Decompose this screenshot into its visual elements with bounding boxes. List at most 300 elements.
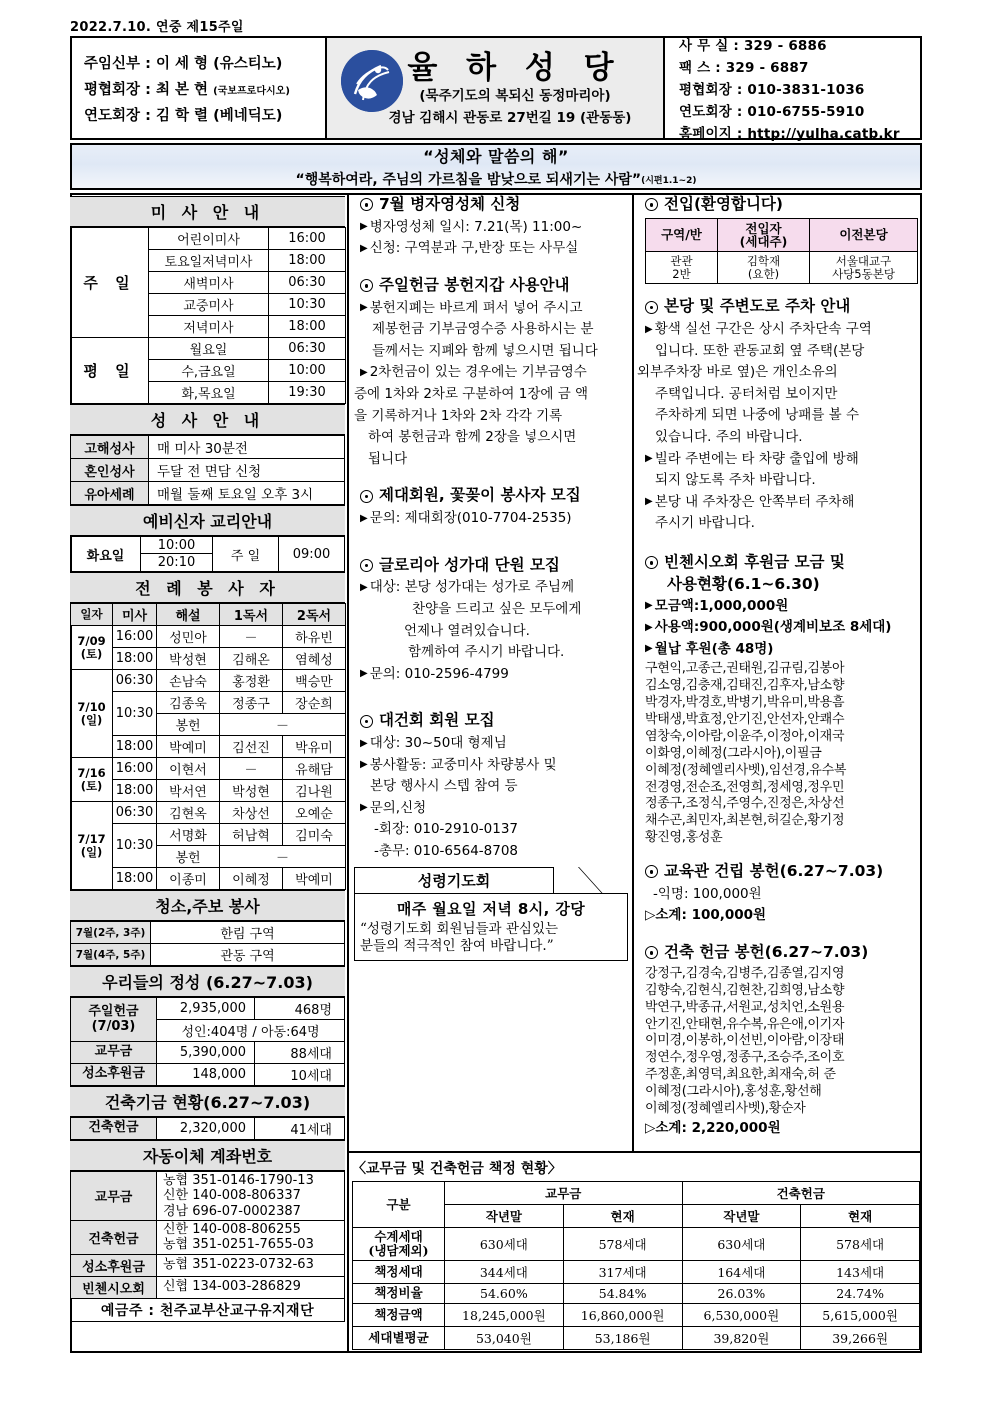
donor-line: 박연구,박종규,서원교,성치언,소원용 [645,999,845,1015]
table-row [71,1064,345,1086]
table-header-row [71,604,346,626]
cell-value: 54.60% [445,1283,564,1303]
donor-line: 김소영,김충재,김태진,김후자,남소향 [645,678,845,694]
bullseye-icon [645,556,658,569]
article-line [645,618,920,638]
line-text: 본당 행사시 스텝 참여 등 [370,778,518,795]
cell-value: 578세대 [801,1228,920,1261]
left-column [70,196,345,1322]
liturgy-reading2: 오예순 [283,802,346,824]
donor-line: 정종구,조정식,주영수,진정은,차상선 [645,796,845,812]
article-line [360,756,624,776]
staff-baptismal-name: (국보프로다시오) [213,85,290,97]
liturgy-mass: 18:00 [113,648,157,670]
catechumen-time-2: 09:00 [279,537,345,572]
church-logo-icon [341,50,403,112]
line-text: 월납 후원(총 48명) [654,640,774,657]
line-text: 대상: 30~50대 형제님 [369,735,507,752]
finance-caption: 〈교무금 및 건축헌금 책정 현황〉 [352,1161,562,1177]
account-owner: 예금주 : 천주교부산교구유지재단 [71,1298,345,1321]
liturgy-reading1: － [220,626,283,648]
sunday-offering-detail: 성인:404명 / 아동:64명 [157,1020,345,1042]
homepage-link[interactable]: http://yulha.catb.kr [747,126,900,142]
line-text: 본당 내 주차장은 안쪽부터 주차해 [654,493,855,510]
row-label: 책정금액 [353,1303,445,1326]
article-line [655,406,920,426]
theme-citation: (시편1.1~2) [641,176,697,186]
donor-line: 황진영,홍성훈 [645,830,723,846]
liturgy-commentator: 손남숙 [157,670,220,692]
liturgy-offering-label: 봉헌 [157,846,220,868]
offering-label: 성소후원금 [71,1064,157,1086]
article-line [360,799,624,819]
bullseye-icon [360,279,373,292]
line-text: -익명: 100,000원 [653,885,762,902]
account-line: 신한 140-008-806337 [163,1188,301,1204]
cell-value: 630세대 [682,1228,801,1261]
article-line [645,597,920,617]
article-title-row [360,277,624,295]
article-title-row [645,196,918,214]
liturgy-reading2: 유해담 [283,758,346,780]
liturgy-reading2: 김미숙 [283,824,346,846]
spacer [352,686,630,712]
church-name: 율 하 성 당 [407,49,623,86]
offering-amount: 148,000 [157,1064,255,1086]
bullseye-icon [360,198,373,211]
donor-line: 이혜정(정혜엘리사벳),임선경,유수복 [645,762,847,778]
table-row [353,1326,920,1349]
staff-value: 이 세 형 (유스티노) [155,55,283,72]
triangle-bullet-icon: ▶ [645,453,653,465]
article-line [360,734,624,754]
triangle-bullet-icon: ▶ [360,759,368,771]
holy-spirit-prayer-box [354,867,628,961]
col-group-building-offering: 건축헌금 [682,1182,920,1205]
liturgy-mass: 18:00 [113,868,157,890]
liturgy-reading1: 차상선 [220,802,283,824]
article-line [360,665,624,685]
bullseye-icon [360,559,373,572]
article-title-line2: 사용현황(6.1~6.30) [667,574,820,593]
donor-line: 이미경,이봉하,이선빈,이아람,이장태 [645,1033,845,1049]
liturgy-heading: 전 례 봉 사 자 [70,572,345,603]
article-line [655,385,920,405]
triangle-bullet-icon: ▶ [360,668,368,680]
line-text: 문의,신청 [369,799,427,816]
accounts-table [70,1171,345,1322]
table-row [71,436,345,459]
sacrament-value: 매월 둘째 토요일 오후 3시 [149,482,345,505]
line-text: 신청: 구역분과 구,반장 또는 사무실 [369,240,579,257]
article-line [360,218,624,238]
article-title-row [360,557,624,575]
article-line [360,320,624,340]
masthead-staff [72,38,327,138]
article-line [374,820,624,840]
table-row [353,1283,920,1303]
article-altar-flower-volunteers [352,487,630,528]
col-previous-parish: 이전본당 [810,218,918,251]
article-line [368,450,624,470]
catechumen-day-1: 화요일 [71,537,141,572]
article-title-row [645,863,920,881]
donor-line: 이혜정(그라시아),홍성훈,황선해 [645,1084,822,1100]
contact-label: 평협회장 : [679,82,743,98]
row-label: 수계세대 (냉담제외) [353,1228,445,1261]
prayer-box-body [354,893,628,961]
table-row [71,1042,345,1064]
article-line [360,578,624,598]
article-line [655,514,920,534]
offering-count: 88세대 [255,1042,345,1064]
cell-value: 53,186원 [563,1326,682,1349]
article-title-row [645,944,920,962]
line-text: 됩니다 [368,450,408,467]
church-patron: (묵주기도의 복되신 동정마리아) [419,88,611,105]
donor-line: 김향숙,김현식,김현찬,김희영,남소향 [645,982,845,998]
donor-line: 박경자,박경호,박병기,박유미,박용흠 [645,695,845,711]
table-row [71,692,346,714]
catechumen-day-2: 주 일 [213,537,279,572]
offerings-heading: 우리들의 정성 (6.27~7.03) [70,966,345,997]
line-text: 빌라 주변에는 타 차량 출입에 방해 [654,450,859,467]
triangle-bullet-icon: ▶ [360,737,368,749]
account-numbers [157,1172,345,1221]
line-text: 봉헌지폐는 바르게 펴서 넣어 주시고 [369,299,583,316]
cell-value: 6,530,000원 [682,1303,801,1326]
table-row [71,1172,345,1221]
table-row [353,1303,920,1326]
liturgy-reading1: 홍정환 [220,670,283,692]
finance-table [352,1181,920,1350]
table-row [71,1118,345,1140]
bullseye-icon [360,715,373,728]
liturgy-commentator: 이현서 [157,758,220,780]
catechumen-time-evening: 20:10 [157,555,196,570]
article-title: 제대회원, 꽃꽂이 봉사자 모집 [379,486,581,505]
mass-time: 10:00 [269,360,346,382]
cell-value: 630세대 [445,1228,564,1261]
triangle-bullet-icon: ▶ [645,621,653,633]
cell-value: 578세대 [563,1228,682,1261]
contact-value: 329 - 6886 [743,38,827,54]
mass-time: 16:00 [269,228,346,250]
contact-row [679,100,914,120]
row-label: 세대별평균 [353,1326,445,1349]
line-text: 2차헌금이 있는 경우에는 기부금영수 [369,364,587,381]
liturgy-commentator: 서명화 [157,824,220,846]
account-label: 건축헌금 [71,1220,157,1254]
mass-name: 교중미사 [149,294,269,316]
contact-label: 홈페이지 : [679,126,743,142]
bullseye-icon [645,865,658,878]
article-line [368,428,624,448]
table-row [71,1254,345,1276]
sacraments-table [70,435,345,505]
article-line [408,643,624,663]
cell-value: 39,266원 [801,1326,920,1349]
triangle-bullet-icon: ▶ [360,221,368,233]
table-row [71,482,345,505]
account-line: 농협 351-0146-1790-13 [163,1173,314,1188]
line-text: 들께서는 지폐와 함께 넣으시면 됩니다 [372,342,598,359]
line-text: 함께하여 주시기 바랍니다. [408,644,565,661]
contact-label: 연도회장 : [679,104,743,120]
contact-value: 329 - 6887 [725,60,809,76]
building-fund-amount: 2,320,000 [157,1118,255,1140]
line-text: 주택입니다. 공터처럼 보이지만 [655,385,838,402]
col-last-year-end: 작년말 [445,1205,564,1228]
table-row [71,736,346,758]
cleaning-district: 관동 구역 [151,944,345,966]
article-line [645,493,920,513]
liturgy-mass: 18:00 [113,780,157,802]
account-label: 교무금 [71,1172,157,1221]
staff-label: 주임신부 [84,55,141,72]
sacrament-label: 혼인성사 [71,459,149,482]
cleaning-period: 7월(4주, 5주) [71,944,151,966]
account-numbers [157,1276,345,1298]
prayer-box-quote-line-1: “성령기도회 회원님들과 관심있는 [360,921,559,938]
table-row [71,228,346,250]
liturgy-commentator: 박예미 [157,736,220,758]
bullseye-icon [645,946,658,959]
liturgy-date: 7/10 (일) [71,670,113,758]
mass-day-sunday: 주 일 [71,228,149,338]
col-current: 현재 [801,1205,920,1228]
triangle-bullet-icon: ▶ [645,496,653,508]
liturgy-reading2: 백승만 [283,670,346,692]
liturgy-mass: 06:30 [113,802,157,824]
table-row [71,338,346,360]
article-title-row [645,554,920,572]
line-text: 되지 않도록 주차 바랍니다. [655,472,816,489]
line-text: 병자영성체 일시: 7.21(목) 11:00~ [369,218,583,235]
donor-line: 안기진,안태현,유수복,유은애,이기자 [645,1016,845,1032]
article-title: 대건회 회원 모집 [379,711,495,730]
staff-label: 연도회장 [84,107,141,124]
triangle-bullet-icon: ▶ [360,512,368,524]
cell-value: 5,615,000원 [801,1303,920,1326]
sunday-offering-label: 주일헌금 (7/03) [71,998,157,1042]
masthead-church [327,38,665,138]
mass-time: 10:30 [269,294,346,316]
contact-row [679,34,914,54]
article-title: 본당 및 주변도로 주차 안내 [664,297,851,316]
article-line [412,600,624,620]
prayer-box-quote-line-2: 분들의 적극적인 참여 바랍니다.” [360,938,554,955]
offering-amount: 5,390,000 [157,1042,255,1064]
mass-time: 19:30 [269,382,346,404]
table-row [71,758,346,780]
mass-name: 수,금요일 [149,360,269,382]
contact-label: 팩 스 : [679,60,721,76]
liturgy-commentator: 김현옥 [157,802,220,824]
mass-time: 06:30 [269,338,346,360]
liturgy-mass: 16:00 [113,758,157,780]
cell-value: 18,245,000원 [445,1303,564,1326]
donor-line: 이혜정(정혜엘리사벳),황순자 [645,1100,806,1116]
triangle-bullet-icon: ▶ [360,581,368,593]
mass-time: 18:00 [269,250,346,272]
article-title: 7월 병자영성체 신청 [379,195,521,213]
line-text: 제봉헌금 기부금영수증 사용하시는 분 [372,321,594,338]
sunday-offering-count: 468명 [255,998,345,1020]
mass-name: 월요일 [149,338,269,360]
line-text: 문의: 010-2596-4799 [369,665,509,682]
line-text: 사용액:900,000원(생계비보조 8세대) [654,619,892,636]
bullseye-icon [645,301,658,314]
table-row [71,670,346,692]
construction-fund-subtotal: ▷소계: 2,220,000원 [645,1119,781,1136]
construction-donor-list [645,966,920,1118]
col-current: 현재 [563,1205,682,1228]
row-label: 책정비율 [353,1283,445,1303]
mass-time: 06:30 [269,272,346,294]
bullseye-icon [645,198,658,211]
mass-name: 저녁미사 [149,316,269,338]
spacer [352,261,630,277]
table-row [71,802,346,824]
table-row [71,780,346,802]
account-numbers [157,1220,345,1254]
cell-value: 143세대 [801,1260,920,1283]
col-group-parish-dues: 교무금 [445,1182,683,1205]
article-line [645,320,920,340]
triangle-bullet-icon: ▶ [645,643,653,655]
prayer-box-when: 매주 월요일 저녁 8시, 강당 [396,900,586,919]
liturgy-reading2: 박예미 [283,868,346,890]
liturgy-reading1: 김선진 [220,736,283,758]
liturgy-offering-label: 봉헌 [157,714,220,736]
article-line [637,363,920,383]
building-fund-table [70,1117,345,1140]
contact-row [679,122,914,142]
mass-name: 토요일저녁미사 [149,250,269,272]
spacer [352,471,630,487]
education-fund-subtotal: ▷소계: 100,000원 [645,907,767,924]
liturgy-reading2: 하유빈 [283,626,346,648]
line-text: 을 기록하거나 1차와 2차 각각 기록 [354,407,563,424]
building-fund-label: 건축헌금 [71,1118,157,1140]
cleaning-district: 한림 구역 [151,922,345,944]
offering-label: 교무금 [71,1042,157,1064]
mass-schedule-heading: 미 사 안 내 [70,196,345,227]
line-text: -회장: 010-2910-0137 [374,821,519,838]
col-commentator: 해설 [157,604,220,626]
article-title: 빈첸시오회 후원금 모금 및 [664,552,845,571]
article-line [360,342,624,362]
liturgy-commentator: 박서연 [157,780,220,802]
line-text: 대상: 본당 성가대는 성가로 주님께 [369,579,574,596]
article-parking [637,298,922,533]
mass-time: 18:00 [269,316,346,338]
col-category: 구분 [353,1182,445,1228]
staff-value: 최 본 현 [155,81,209,98]
liturgy-reading2: 염혜성 [283,648,346,670]
line-text: 증에 1차와 2차로 구분하여 1장에 금 액 [354,386,589,402]
catechumen-table [70,536,345,572]
mass-day-weekday: 평 일 [71,338,149,404]
theme-verse: “행복하여라, 주님의 가르침을 밤낮으로 되새기는 사람” [295,172,642,188]
date-line: 2022.7.10. 연중 제15주일 [70,20,244,35]
spacer [352,531,630,557]
transfer-district: 관관 2반 [646,252,718,284]
spacer [637,847,922,863]
article-title: 교육관 건립 봉헌(6.27~7.03) [664,862,884,881]
liturgy-reading1: 박성현 [220,780,283,802]
line-text: 주시기 바랍니다. [655,515,755,532]
staff-value: 김 학 렬 (베네딕도) [155,107,283,124]
triangle-bullet-icon: ▶ [360,802,368,814]
masthead-contacts [665,38,920,142]
cell-value: 53,040원 [445,1326,564,1349]
bullseye-icon [360,490,373,503]
article-education-fund [637,863,922,926]
account-line: 농협 351-0251-7655-03 [163,1237,314,1253]
column-divider-2 [632,193,634,1151]
article-title: 글로리아 성가대 단원 모집 [379,555,560,574]
article-line [354,385,624,405]
triangle-bullet-icon: ▶ [360,302,368,314]
sacrament-value: 두달 전 면담 신청 [149,459,345,482]
article-line [645,640,920,660]
article-line [655,471,920,491]
article-line [360,239,624,259]
prayer-box-tab: 성령기도회 [354,867,554,893]
contact-label: 사 무 실 : [679,38,740,54]
article-sick-communion [352,196,630,259]
contact-value: 010-3831-1036 [747,82,865,98]
table-row [71,944,345,966]
staff-row: 연도회장 : 김 학 렬 (베네딕도) [84,107,283,124]
article-line [360,299,624,319]
line-text: 입니다. 또한 관동교회 옆 주택(본당 [655,342,865,359]
col-last-year-end: 작년말 [682,1205,801,1228]
donor-line: 박태생,박효정,안기진,안선자,안쾌수 [645,711,845,727]
table-row [71,648,346,670]
article-title-row [360,487,624,505]
article-title: 건축 헌금 봉헌(6.27~7.03) [664,943,869,962]
table-row [71,626,346,648]
cell-value: 16,860,000원 [563,1303,682,1326]
article-title-row [360,712,624,730]
article-line [404,622,624,642]
line-text: 외부주차장 바로 옆)은 개인소유의 [637,364,838,381]
line-text: 봉사활동: 교중미사 차량봉사 및 [369,756,557,773]
col-reading2: 2독서 [283,604,346,626]
liturgy-mass: 16:00 [113,626,157,648]
liturgy-volunteers-table [70,603,346,890]
theme-title: “성체와 말씀의 해” [423,147,569,166]
catechumen-heading: 예비신자 교리안내 [70,505,345,536]
triangle-bullet-icon: ▶ [360,242,368,254]
donor-line: 주정훈,최영덕,최요한,최재숙,허 준 [645,1067,836,1083]
article-line [655,428,920,448]
finance-section [352,1158,920,1350]
line-text: -총무: 010-6564-8708 [374,842,519,859]
article-line [653,885,920,905]
donor-line: 구현익,고종근,권태원,김규림,김봉아 [645,661,845,677]
liturgy-reading1: － [220,758,283,780]
year-theme-banner [70,143,922,190]
line-text: 언제나 열려있습니다. [404,622,530,639]
sacraments-heading: 성 사 안 내 [70,404,345,435]
middle-column [352,196,630,961]
contact-value: 010-6755-5910 [747,104,865,120]
table-row [71,1298,345,1321]
